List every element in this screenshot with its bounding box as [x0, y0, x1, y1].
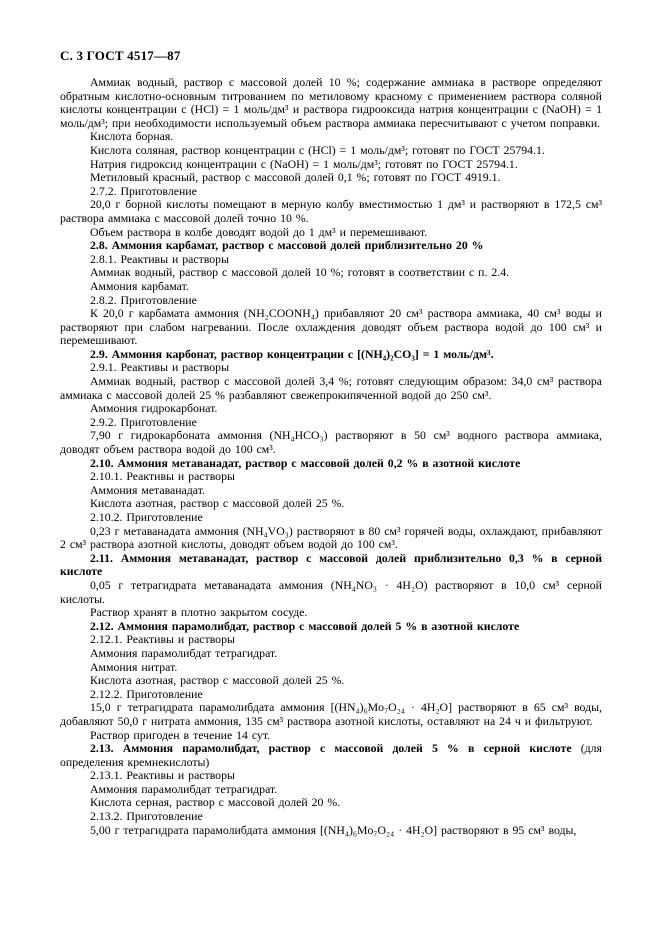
paragraph: Аммония карбамат.: [90, 278, 189, 293]
paragraph: 2.12.2. Приготовление: [90, 686, 203, 701]
paragraph: 2.9.2. Приготовление: [90, 414, 197, 429]
paragraph: 2.8.1. Реактивы и растворы: [90, 251, 230, 266]
paragraph: Кислота азотная, раствор с массовой долей 25 %.: [90, 673, 345, 688]
section-heading-normal-part: (для определения кремнекислоты): [60, 741, 602, 769]
paragraph: 15,0 г тетрагидрата парамолибдата аммония [(HN₄)₆Mo₇O₂₄ · 4H₂O] растворяют в 65 см³ воды, добавляют 50,0 г нитрата аммония, 135 см³ раствора азотной кислоты, оставляют на 24 ч и фильтруют.: [60, 700, 602, 728]
paragraph: 2.10.1. Реактивы и растворы: [90, 469, 235, 484]
section-heading-bold-part: 2.13. Аммония парамолибдат, раствор с массовой долей 5 % в серной кислоте: [90, 741, 572, 756]
paragraph: 2.13.2. Приготовление: [90, 809, 203, 824]
paragraph: Аммония парамолибдат тетрагидрат.: [90, 781, 278, 796]
section-heading: 2.8. Аммония карбамат, раствор с массовой долей приблизительно 20 %: [90, 238, 484, 253]
page-header-running-title: С. 3 ГОСТ 4517—87: [60, 48, 181, 63]
paragraph: Кислота борная.: [90, 129, 174, 144]
paragraph: 2.8.2. Приготовление: [90, 292, 197, 307]
section-heading: [60, 742, 602, 769]
section-heading: 2.12. Аммония парамолибдат, раствор с массовой долей 5 % в азотной кислоте: [90, 618, 520, 633]
paragraph: Раствор хранят в плотно закрытом сосуде.: [90, 605, 308, 620]
document-body: [60, 76, 602, 837]
paragraph: Натрия гидроксид концентрации c (NaOH) = 1 моль/дм³; готовят по ГОСТ 25794.1.: [90, 156, 518, 171]
paragraph: Аммиак водный, раствор с массовой долей 3,4 %; готовят следующим образом: 34,0 см³ раствора аммиака с массовой долей 25 % разбавляют свежепрокипяченной водой до 250 см³.: [60, 374, 602, 402]
paragraph: Аммония нитрат.: [90, 659, 178, 674]
paragraph: Раствор пригоден в течение 14 сут.: [90, 727, 271, 742]
paragraph: Объем раствора в колбе доводят водой до 1 дм³ и перемешивают.: [90, 224, 428, 239]
paragraph: 2.7.2. Приготовление: [90, 183, 197, 198]
paragraph: Аммония гидрокарбонат.: [90, 401, 218, 416]
paragraph: 20,0 г борной кислоты помещают в мерную колбу вместимостью 1 дм³ и растворяют в 172,5 см³ раствора аммиака с массовой долей точно 10 %.: [60, 197, 602, 225]
section-heading: 2.11. Аммония метаванадат, раствор с массовой долей приблизительно 0,3 % в серной кислоте: [60, 550, 602, 579]
paragraph: 2.9.1. Реактивы и растворы: [90, 360, 230, 375]
paragraph: Кислота серная, раствор с массовой долей 20 %.: [90, 795, 341, 810]
paragraph: Метиловый красный, раствор с массовой долей 0,1 %; готовят по ГОСТ 4919.1.: [90, 170, 501, 185]
page-content: [60, 48, 602, 837]
paragraph: Аммиак водный, раствор с массовой долей 10 %; содержание аммиака в растворе определяют обратным кислотно-основным титрованием по метиловому красному с применением раствора соляной кислоты концентрации c (HCl) = 1 моль/дм³ и раствора гидрооксида натрия концентрации c (NaOH) = 1 моль/дм³; при необходимости используемый объем раствора аммиака пересчитывают с учетом поправки.: [60, 75, 602, 130]
paragraph: 2.12.1. Реактивы и растворы: [90, 632, 235, 647]
paragraph: Аммония парамолибдат тетрагидрат.: [90, 645, 278, 660]
paragraph: 0,23 г метаванадата аммония (NH₄VO₃) растворяют в 80 см³ горячей воды, охлаждают, прибавляют 2 см³ раствора азотной кислоты, доводят объем водой до 100 см³.: [60, 523, 602, 552]
paragraph: К 20,0 г карбамата аммония (NH₂COONH₄) прибавляют 20 см³ раствора аммиака, 40 см³ воды и растворяют при слабом нагревании. После охлаждения доводят объем раствора водой до 100 см³ и перемешивают.: [60, 306, 602, 348]
paragraph: Аммония метаванадат.: [90, 482, 205, 497]
section-heading: 2.9. Аммония карбонат, раствор концентрации c [(NH₄)₂CO₃] = 1 моль/дм³.: [90, 346, 494, 361]
paragraph: Аммиак водный, раствор с массовой долей 10 %; готовят в соответствии с п. 2.4.: [90, 265, 510, 280]
section-heading: 2.10. Аммония метаванадат, раствор с массовой долей 0,2 % в азотной кислоте: [90, 455, 521, 470]
paragraph: 5,00 г тетрагидрата парамолибдата аммония [(NH₄)₆Mo₇O₂₄ · 4H₂O] растворяют в 95 см³ воды,: [90, 822, 577, 837]
paragraph: Кислота азотная, раствор с массовой долей 25 %.: [90, 496, 345, 511]
paragraph: 2.13.1. Реактивы и растворы: [90, 768, 235, 783]
paragraph: 0,05 г тетрагидрата метаванадата аммония (NH₄NO₃ · 4H₂O) растворяют в 10,0 см³ серной кислоты.: [60, 577, 602, 606]
paragraph: 2.10.2. Приготовление: [90, 510, 203, 524]
paragraph: 7,90 г гидрокарбоната аммония (NH₄HCO₃) растворяют в 50 см³ водного раствора аммиака, доводят объем раствора водой до 100 см³.: [60, 428, 602, 457]
paragraph: Кислота соляная, раствор концентрации c (HCl) = 1 моль/дм³; готовят по ГОСТ 25794.1.: [90, 142, 545, 157]
